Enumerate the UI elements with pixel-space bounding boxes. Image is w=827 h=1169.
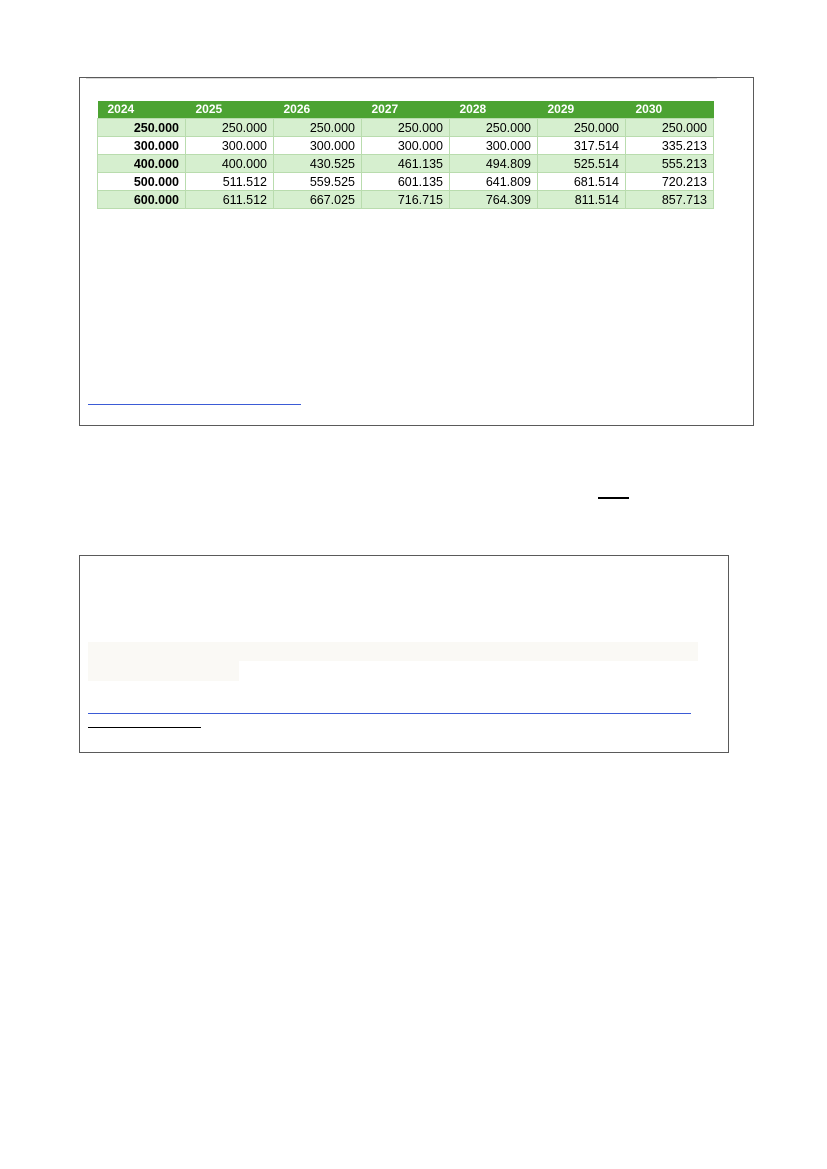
table-cell: 250.000 — [538, 119, 626, 137]
table-cell: 720.213 — [626, 173, 714, 191]
header-cell-2027: 2027 — [362, 101, 450, 119]
table-cell: 764.309 — [450, 191, 538, 209]
table-cell: 430.525 — [274, 155, 362, 173]
table-header-row — [98, 101, 714, 119]
table-cell: 681.514 — [538, 173, 626, 191]
table-cell: 250.000 — [98, 119, 186, 137]
table-row — [98, 137, 714, 155]
table-cell: 555.213 — [626, 155, 714, 173]
table-cell: 335.213 — [626, 137, 714, 155]
salary-table — [97, 101, 714, 209]
table-cell: 250.000 — [362, 119, 450, 137]
table-row — [98, 173, 714, 191]
table-cell: 300.000 — [274, 137, 362, 155]
table-cell: 400.000 — [186, 155, 274, 173]
table-cell: 525.514 — [538, 155, 626, 173]
table-row — [98, 191, 714, 209]
table-cell: 250.000 — [274, 119, 362, 137]
table-cell: 601.135 — [362, 173, 450, 191]
table-cell: 641.809 — [450, 173, 538, 191]
highlighted-text-band — [88, 661, 239, 681]
table-cell: 300.000 — [362, 137, 450, 155]
header-cell-2026: 2026 — [274, 101, 362, 119]
table-cell: 716.715 — [362, 191, 450, 209]
link-underline[interactable] — [88, 713, 691, 714]
table-row — [98, 119, 714, 137]
highlighted-text-band — [88, 642, 698, 661]
table-cell: 667.025 — [274, 191, 362, 209]
link-underline[interactable] — [88, 727, 201, 728]
table-cell: 317.514 — [538, 137, 626, 155]
header-cell-2029: 2029 — [538, 101, 626, 119]
table-cell: 494.809 — [450, 155, 538, 173]
table-cell: 461.135 — [362, 155, 450, 173]
table-cell: 300.000 — [186, 137, 274, 155]
header-cell-2030: 2030 — [626, 101, 714, 119]
table-cell: 559.525 — [274, 173, 362, 191]
table-cell: 300.000 — [98, 137, 186, 155]
table-row — [98, 155, 714, 173]
header-cell-2025: 2025 — [186, 101, 274, 119]
table-cell: 811.514 — [538, 191, 626, 209]
table-panel — [79, 77, 754, 426]
table-cell: 400.000 — [98, 155, 186, 173]
panel-top-divider — [86, 78, 717, 79]
table-cell: 857.713 — [626, 191, 714, 209]
table-cell: 250.000 — [186, 119, 274, 137]
table-cell: 250.000 — [450, 119, 538, 137]
table-cell: 500.000 — [98, 173, 186, 191]
header-cell-2028: 2028 — [450, 101, 538, 119]
table-cell: 611.512 — [186, 191, 274, 209]
table-cell: 600.000 — [98, 191, 186, 209]
table-cell: 300.000 — [450, 137, 538, 155]
link-underline[interactable] — [88, 404, 301, 405]
table-cell: 511.512 — [186, 173, 274, 191]
underline-mark — [598, 497, 629, 499]
note-panel — [79, 555, 729, 753]
header-cell-2024: 2024 — [98, 101, 186, 119]
table-cell: 250.000 — [626, 119, 714, 137]
